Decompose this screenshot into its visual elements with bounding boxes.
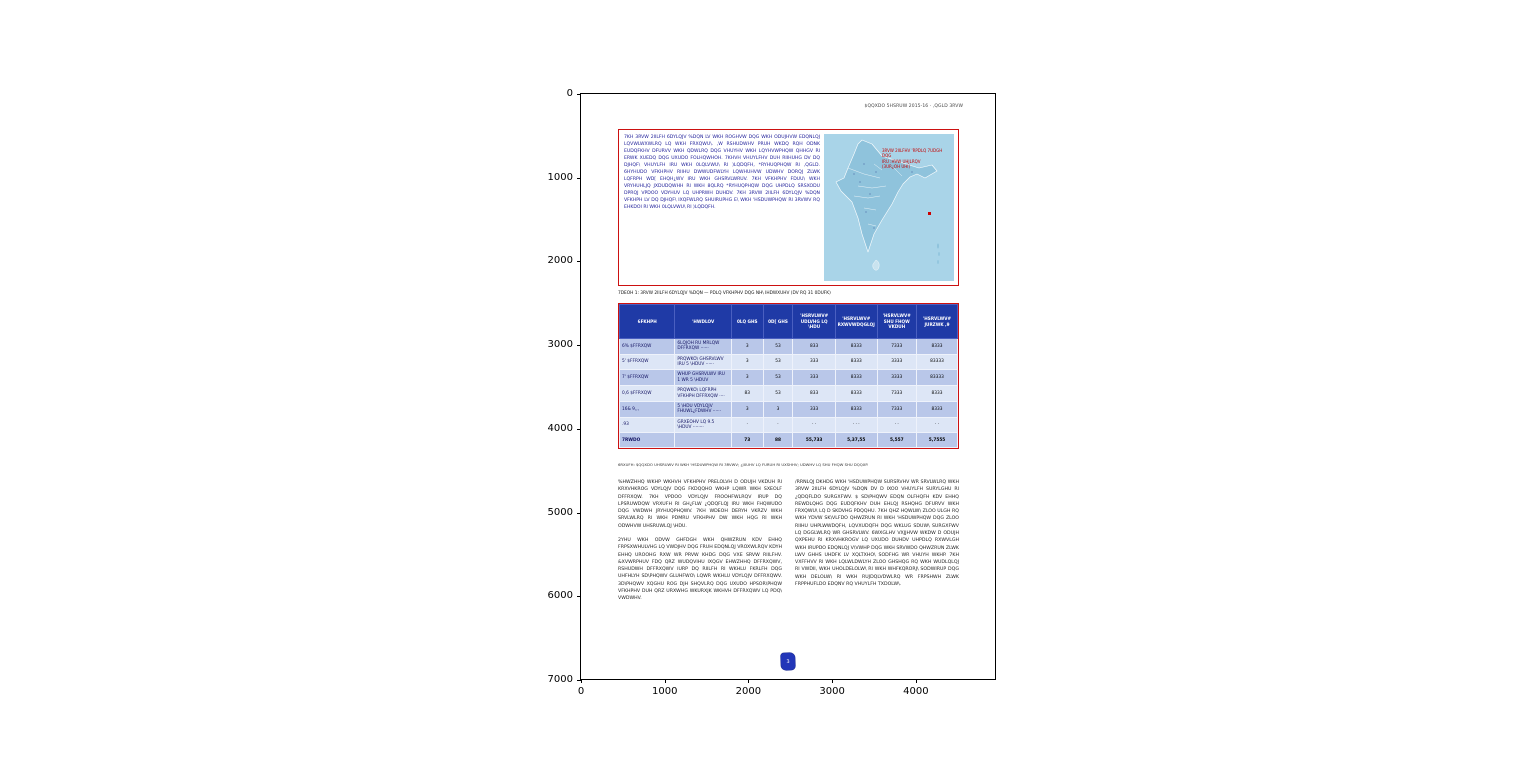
column-header: 0LQ GHS xyxy=(731,305,763,339)
value-cell: 5,7555 xyxy=(917,433,958,448)
y-tick-label: 5000 xyxy=(547,506,573,518)
emblem-text: 3 xyxy=(786,658,790,665)
scheme-details-cell: PRQWKO\ GHSRVLWV IRU 5 \HDUV ······ xyxy=(675,354,731,370)
table-row xyxy=(620,339,958,355)
x-tick-mark xyxy=(665,679,666,683)
y-tick-label: 1000 xyxy=(547,171,573,183)
value-cell: 3333 xyxy=(877,370,917,386)
table-body xyxy=(620,339,958,448)
table-row xyxy=(620,354,958,370)
value-cell: 83333 xyxy=(917,354,958,370)
value-cell: 3333 xyxy=(877,354,917,370)
value-cell: · · xyxy=(877,417,917,433)
value-cell: 53 xyxy=(763,386,793,402)
value-cell: 88 xyxy=(763,433,793,448)
value-cell: 55,733 xyxy=(793,433,836,448)
body-text xyxy=(618,479,959,610)
value-cell: 7333 xyxy=(877,386,917,402)
value-cell: 53 xyxy=(763,370,793,386)
schemes-table xyxy=(618,303,959,449)
value-cell: 83 xyxy=(731,386,763,402)
map-marker xyxy=(928,212,931,215)
value-cell: 83333 xyxy=(917,370,958,386)
x-tick-label: 3000 xyxy=(819,686,845,697)
value-cell: 3 xyxy=(731,401,763,417)
scheme-name-cell: 5' $FFRXQW xyxy=(620,354,675,370)
value-cell: 53 xyxy=(763,354,793,370)
table-row xyxy=(620,433,958,448)
value-cell: 8333 xyxy=(917,401,958,417)
column-header: 0D[ GHS xyxy=(763,305,793,339)
value-cell: 5,37,55 xyxy=(835,433,877,448)
intro-box xyxy=(618,129,959,286)
scheme-name-cell: 16& 9,,, xyxy=(620,401,675,417)
value-cell: · xyxy=(731,417,763,433)
y-tick-mark xyxy=(577,178,581,179)
map-caption-line: IRU :HVW UHJLRQV xyxy=(882,158,921,164)
value-cell: 333 xyxy=(793,401,836,417)
y-tick-label: 3000 xyxy=(547,339,573,351)
x-tick-label: 2000 xyxy=(735,686,762,697)
column-header: 'HSRVLWV# JURZWK ,9 xyxy=(917,305,958,339)
y-tick-label: 2000 xyxy=(547,255,573,267)
value-cell: 8333 xyxy=(835,339,877,355)
value-cell: 3 xyxy=(731,370,763,386)
value-cell: · · xyxy=(793,417,836,433)
y-tick-label: 7000 xyxy=(547,673,573,685)
scheme-name-cell: .93 xyxy=(620,417,675,433)
scheme-details-cell: 5 \HDU VDYLQJV FHUWL¿FDWHV ······ xyxy=(675,401,731,417)
value-cell: · xyxy=(763,417,793,433)
table-footnote: 6RXUFH: $QQXDO UHSRUWV RI WKH 'HSDUWPHQW RI 3RVWV; ¿JXUHV LQ FURUH RI UXSHHV; UDWHV LQ SHU FHQW SHU DQQXP. xyxy=(618,462,869,467)
y-tick-mark xyxy=(577,94,581,95)
table-header-row xyxy=(620,305,958,339)
value-cell: 8333 xyxy=(917,339,958,355)
value-cell: 833 xyxy=(793,386,836,402)
value-cell: 3 xyxy=(763,401,793,417)
india-map xyxy=(824,134,954,281)
y-tick-mark xyxy=(577,513,581,514)
column-header: 'HWDLOV xyxy=(675,305,731,339)
value-cell: 5,557 xyxy=(877,433,917,448)
value-cell: 8333 xyxy=(835,401,877,417)
value-cell: · · xyxy=(917,417,958,433)
paragraph: /RRNLQJ DKHDG WKH 'HSDUWPHQW SURSRVHV WR SRVLWLRQ WKH 3RVW 2IILFH 6DYLQJV %DQN DV D IXOO VHUYLFH SURYLGHU RI ¿QDQFLDO SURGXFWV. $ SD\PHQWV EDQN OLFHQFH KDV EHHQ REWDLQHG DQG EUDQFKHV DUH EHLQJ RSHQHG DFURVV WKH FRXQWU\ LQ D SKDVHG PDQQHU. 7KH QHZ HQWLW\ ZLOO ULGH RQ WKH YDVW SK\VLFDO QHWZRUN RI WKH 'HSDUWPHQW DQG ZLOO RIIHU UHPLWWDQFH, LQVXUDQFH DQG WKLUG SDUW\ SURGXFWV LQ DGGLWLRQ WR GHSRVLWV. 6WXGLHV VXJJHVW WKDW D ODUJH QXPEHU RI KRXVHKROGV LQ UXUDO DUHDV UHPDLQ RXWVLGH WKH IRUPDO EDQNLQJ V\VWHP DQG WKH SRVWDO QHWZRUN ZLWK LWV GHHS UHDFK LV XQLTXHO\ SODFHG WR VHUYH WKHP. 7KH VXFFHVV RI WKH LQLWLDWLYH ZLOO GHSHQG RQ WKH WUDLQLQJ RI VWDII, WKH UHOLDELOLW\ RI WKH WHFKQRORJ\ SODWIRUP DQG WKH DELOLW\ RI WKH RUJDQLVDWLRQ WR FRPSHWH ZLWK FRPPHUFLDO EDQNV RQ VHUYLFH TXDOLW\. xyxy=(795,480,959,587)
value-cell: 53 xyxy=(763,339,793,355)
y-tick-label: 4000 xyxy=(547,422,573,434)
footer-emblem xyxy=(781,653,796,670)
value-cell: 7333 xyxy=(877,401,917,417)
value-cell: 73 xyxy=(731,433,763,448)
map-caption-line: (3UR¿OH UHI) xyxy=(882,164,911,170)
table-row xyxy=(620,386,958,402)
document-page xyxy=(581,94,995,679)
scheme-name-cell: 7RWDO xyxy=(620,433,675,448)
andaman-islands xyxy=(937,244,939,249)
value-cell: 7333 xyxy=(877,339,917,355)
value-cell: 333 xyxy=(793,370,836,386)
intro-paragraph: 7KH 3RVW 2IILFH 6DYLQJV %DQN LV WKH ROGHVW DQG WKH ODUJHVW EDQNLQJ LQVWLWXWLRQ LQ WKH FRXQWU\. ,W RSHUDWHV PRUH WKDQ RQH ODNK EUDQFKHV DFURVV WKH QDWLRQ DQG VHUYHV WKH LQYHVWPHQW QHHGV RI ERWK XUEDQ DQG UXUDO FOLHQWHOH. 7KHVH VHUYLFHV DUH RIIHUHG DV DQ DJHQF\ VHUYLFH IRU WKH 0LQLVWU\ RI )LQDQFH, *RYHUQPHQW RI ,QGLD. 6HYHUDO VFKHPHV RIIHU DWWUDFWLYH LQWHUHVW UDWHV DORQJ ZLWK LQFRPH WD[ EHQH¿WV IRU WKH GHSRVLWRUV. 7KH VFKHPHV FDUU\ WKH VRYHUHLJQ JXDUDQWHH RI WKH 8QLRQ *RYHUQPHQW DQG UHPDLQ SRSXODU DPRQJ VPDOO VDYHUV LQ UHPRWH DUHDV. 7KH 3RVW 2IILFH 6DYLQJV %DQN VFKHPH LV DQ DJHQF\ IXQFWLRQ SHUIRUPHG E\ WKH 'HSDUWPHQW RI 3RVWV RQ EHKDOI RI WKH 0LQLVWU\ RI )LQDQFH. xyxy=(624,135,820,210)
y-tick-mark xyxy=(577,261,581,262)
value-cell: 8333 xyxy=(835,354,877,370)
page-header-text: $QQXDO 5HSRUW 2015-16 · ,QGLD 3RVW xyxy=(864,104,963,109)
value-cell: 8333 xyxy=(835,370,877,386)
scheme-name-cell: 6% $FFRXQW xyxy=(620,339,675,355)
value-cell: 833 xyxy=(793,339,836,355)
value-cell: 8333 xyxy=(835,386,877,402)
map-caption-line: 3RVW 2IILFHV 'RPDLQ 7UDGH DQG xyxy=(882,148,943,159)
y-tick-label: 6000 xyxy=(547,590,573,602)
x-tick-label: 1000 xyxy=(651,686,678,697)
scheme-name-cell: 0,6 $FFRXQW xyxy=(620,386,675,402)
scheme-details-cell: 6LQJOH RU MRLQW DFFRXQW ······ xyxy=(675,339,731,355)
value-cell: 3 xyxy=(731,354,763,370)
y-tick-mark xyxy=(577,429,581,430)
y-tick-label: 0 xyxy=(566,87,573,99)
paragraph: %HWZHHQ WKHP WKHVH VFKHPHV PRELOLVH D ODUJH VKDUH RI KRXVHKROG VDYLQJV DQG FKDQQHO WKHP LQWR WKH SXEOLF DFFRXQW. 7KH VPDOO VDYLQJV FROOHFWLRQV IRUP DQ LPSRUWDQW VRXUFH RI GH¿FLW ¿QDQFLQJ IRU WKH FHQWUDO DQG VWDWH JRYHUQPHQWV. 7KH WDEOH DERYH VKRZV WKH SRVLWLRQ RI WKH PDMRU VFKHPHV DW WKH HQG RI WKH ODWHVW UHSRUWLQJ \HDU. xyxy=(618,480,782,529)
x-tick-label: 4000 xyxy=(903,686,929,697)
value-cell: 8333 xyxy=(917,386,958,402)
x-tick-label: 0 xyxy=(577,686,585,697)
plot-axes xyxy=(547,87,996,697)
scheme-details-cell xyxy=(675,433,731,448)
scheme-name-cell: 7' $FFRXQW xyxy=(620,370,675,386)
x-tick-mark xyxy=(832,679,833,683)
table-caption: 7DEOH 1: 3RVW 2IILFH 6DYLQJV %DQN — PDLQ VFKHPHV DQG NH\ IHDWXUHV (DV RQ 31 0DUFK) xyxy=(618,291,831,296)
x-tick-mark xyxy=(916,679,917,683)
scheme-details-cell: PRQWKO\ LQFRPH VFKHPH DFFRXQW ···· xyxy=(675,386,731,402)
x-tick-mark xyxy=(581,679,582,683)
body-right-column xyxy=(795,479,959,610)
x-tick-mark xyxy=(748,679,749,683)
paragraph: 2YHU WKH ODVW GHFDGH WKH QHWZRUN KDV EHHQ FRPSXWHULVHG LQ VWDJHV DQG FRUH EDQNLQJ VROXWLRQV KDYH EHHQ UROOHG RXW WR PRVW KHDG DQG VXE SRVW RIILFHV. &XVWRPHUV FDQ QRZ WUDQVIHU IXQGV EHWZHHQ DFFRXQWV, RSHUDWH DFFRXQWV IURP DQ RIILFH RI WKHLU FKRLFH DQG UHFHLYH SD\PHQWV GLUHFWO\ LQWR WKHLU VDYLQJV DFFRXQWV. 3D\PHQWV XQGHU ROG DJH SHQVLRQ DQG UXUDO HPSOR\PHQW VFKHPHV DUH QRZ URXWHG WKURXJK WKHVH DFFRXQWV LQ PDQ\ VWDWHV. xyxy=(618,537,782,602)
table-row xyxy=(620,370,958,386)
scheme-details-cell: GRXEOHV LQ 9.5 \HDUV ········ xyxy=(675,417,731,433)
column-header: 'HSRVLWV# SHU FHQW VKDUH xyxy=(877,305,917,339)
y-tick-mark xyxy=(577,596,581,597)
column-header: 'HSRVLWV# UDLVHG LQ \HDU xyxy=(793,305,836,339)
value-cell: 333 xyxy=(793,354,836,370)
column-header: 'HSRVLWV# RXWVWDQGLQJ xyxy=(835,305,877,339)
value-cell: 3 xyxy=(731,339,763,355)
column-header: 6FKHPH xyxy=(620,305,675,339)
table-row xyxy=(620,401,958,417)
scheme-details-cell: WHUP GHSRVLWV IRU 1 WR 5 \HDUV xyxy=(675,370,731,386)
table-row xyxy=(620,417,958,433)
map-caption xyxy=(882,148,952,170)
y-tick-mark xyxy=(577,345,581,346)
body-left-column xyxy=(618,479,782,610)
value-cell: · · · xyxy=(835,417,877,433)
